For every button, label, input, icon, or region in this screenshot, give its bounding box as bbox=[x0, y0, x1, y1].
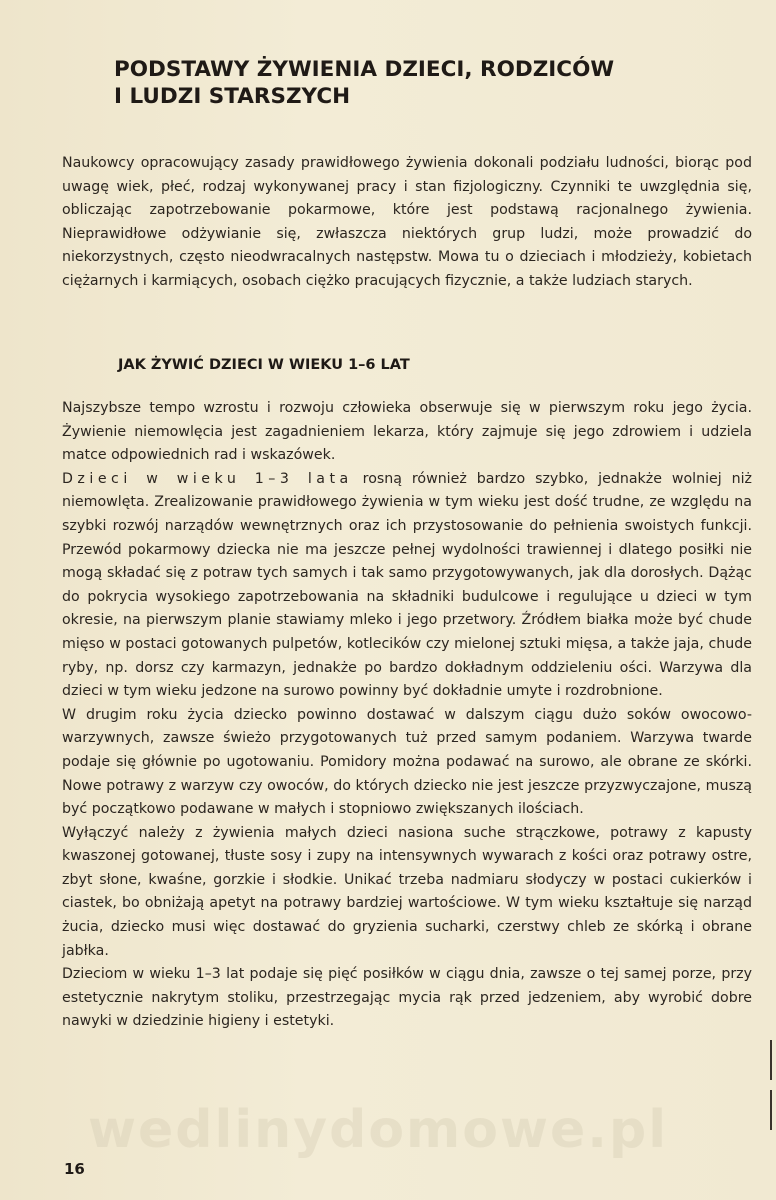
paragraph-5: Dzieciom w wieku 1–3 lat podaje się pięć posiłków w ciągu dnia, zawsze o tej samej porze, przy estetycznie nakrytym stoliku, przestrzegając mycia rąk przed jedzeniem, aby wyrobić dobre nawyki w dziedzinie higieny i estetyki. bbox=[62, 966, 752, 1030]
watermark: wedlinydomowe.pl bbox=[88, 1100, 669, 1160]
intro-paragraph bbox=[62, 152, 752, 294]
paragraph-2-lead: Dzieci w wieku 1–3 lata bbox=[62, 470, 353, 487]
title-line-2: I LUDZI STARSZYCH bbox=[114, 84, 351, 109]
paragraph-4: Wyłączyć należy z żywienia małych dzieci nasiona suche strączkowe, potrawy z kapusty kwaszonej gotowanej, tłuste sosy i zupy na intensywnych wywarach z kości oraz potrawy ostre, zbyt słone, kwaśne, gorzkie i słodkie. Unikać trzeba nadmiaru słodyczy w postaci cukierków i ciastek, bo obniżają apetyt na potrawy bardziej wartościowe. W tym wieku kształtuje się narząd żucia, dziecko musi więc dostawać do gryzienia sucharki, czerstwy chleb ze skórką i obrane jabłka. bbox=[62, 824, 752, 959]
paragraph-1: Najszybsze tempo wzrostu i rozwoju człowieka obserwuje się w pierwszym roku jego życia. Żywienie niemowlęcia jest zagadnieniem lekarza, który zajmuje się jego zdrowiem i udziela matce odpowiednich rad i wskazówek. bbox=[62, 400, 752, 464]
body-text bbox=[62, 397, 752, 1034]
page-number: 16 bbox=[64, 1160, 85, 1178]
page-edge-mark bbox=[770, 1090, 772, 1130]
paragraph-2 bbox=[62, 468, 752, 704]
paragraph-2-body: rosną również bardzo szybko, jednakże wolniej niż niemowlęta. Zrealizowanie prawidłowego żywienia w tym wieku jest dość trudne, ze względu na szybki rozwój narządów wewnętrznych oraz ich przystosowanie do pełnienia swoistych funkcji. Przewód pokarmowy dziecka nie ma jeszcze pełnej wydolności trawiennej i dlatego posiłki nie mogą składać się z potraw tych samych i tak samo przygotowywanych, jak dla dorosłych. Dążąc do pokrycia wysokiego zapotrzebowania na składniki budulcowe i regulujące u dzieci w tym okresie, na pierwszym planie stawiamy mleko i jego przetwory. Źródłem białka może być chude mięso w postaci gotowanych pulpetów, kotlecików czy mielonej sztuki mięsa, a także jaja, chude ryby, np. dorsz czy karmazyn, jednakże po bardzo dokładnym oddzieleniu ości. Warzywa dla dzieci w tym wieku jedzone na surowo powinny być dokładnie umyte i rozdrobnione. bbox=[62, 470, 753, 700]
section-heading: JAK ŻYWIĆ DZIECI W WIEKU 1–6 LAT bbox=[118, 357, 410, 373]
title-line-1: PODSTAWY ŻYWIENIA DZIECI, RODZICÓW bbox=[114, 57, 615, 82]
page-title bbox=[114, 56, 714, 110]
intro-text: Naukowcy opracowujący zasady prawidłowego żywienia dokonali podziału ludności, biorąc pod uwagę wiek, płeć, rodzaj wykonywanej pracy i stan fizjologiczny. Czynniki te uwzględnia się, obliczając zapotrzebowanie pokarmowe, które jest podstawą racjonalnego żywienia. Nieprawidłowe odżywianie się, zwłaszcza niektórych grup ludzi, może prowadzić do niekorzystnych, często nieodwracalnych następstw. Mowa tu o dzieciach i młodzieży, kobietach ciężarnych i karmiących, osobach ciężko pracujących fizycznie, a także ludziach starych. bbox=[62, 155, 752, 289]
page-edge-mark bbox=[770, 1040, 772, 1080]
paragraph-3: W drugim roku życia dziecko powinno dostawać w dalszym ciągu dużo soków owocowo-warzywnych, zawsze świeżo przygotowanych tuż przed samym podaniem. Warzywa twarde podaje się głównie po ugotowaniu. Pomidory można podawać na surowo, ale obrane ze skórki. Nowe potrawy z warzyw czy owoców, do których dziecko nie jest jeszcze przyzwyczajone, muszą być początkowo podawane w małych i stopniowo zwiększanych ilościach. bbox=[62, 706, 752, 818]
